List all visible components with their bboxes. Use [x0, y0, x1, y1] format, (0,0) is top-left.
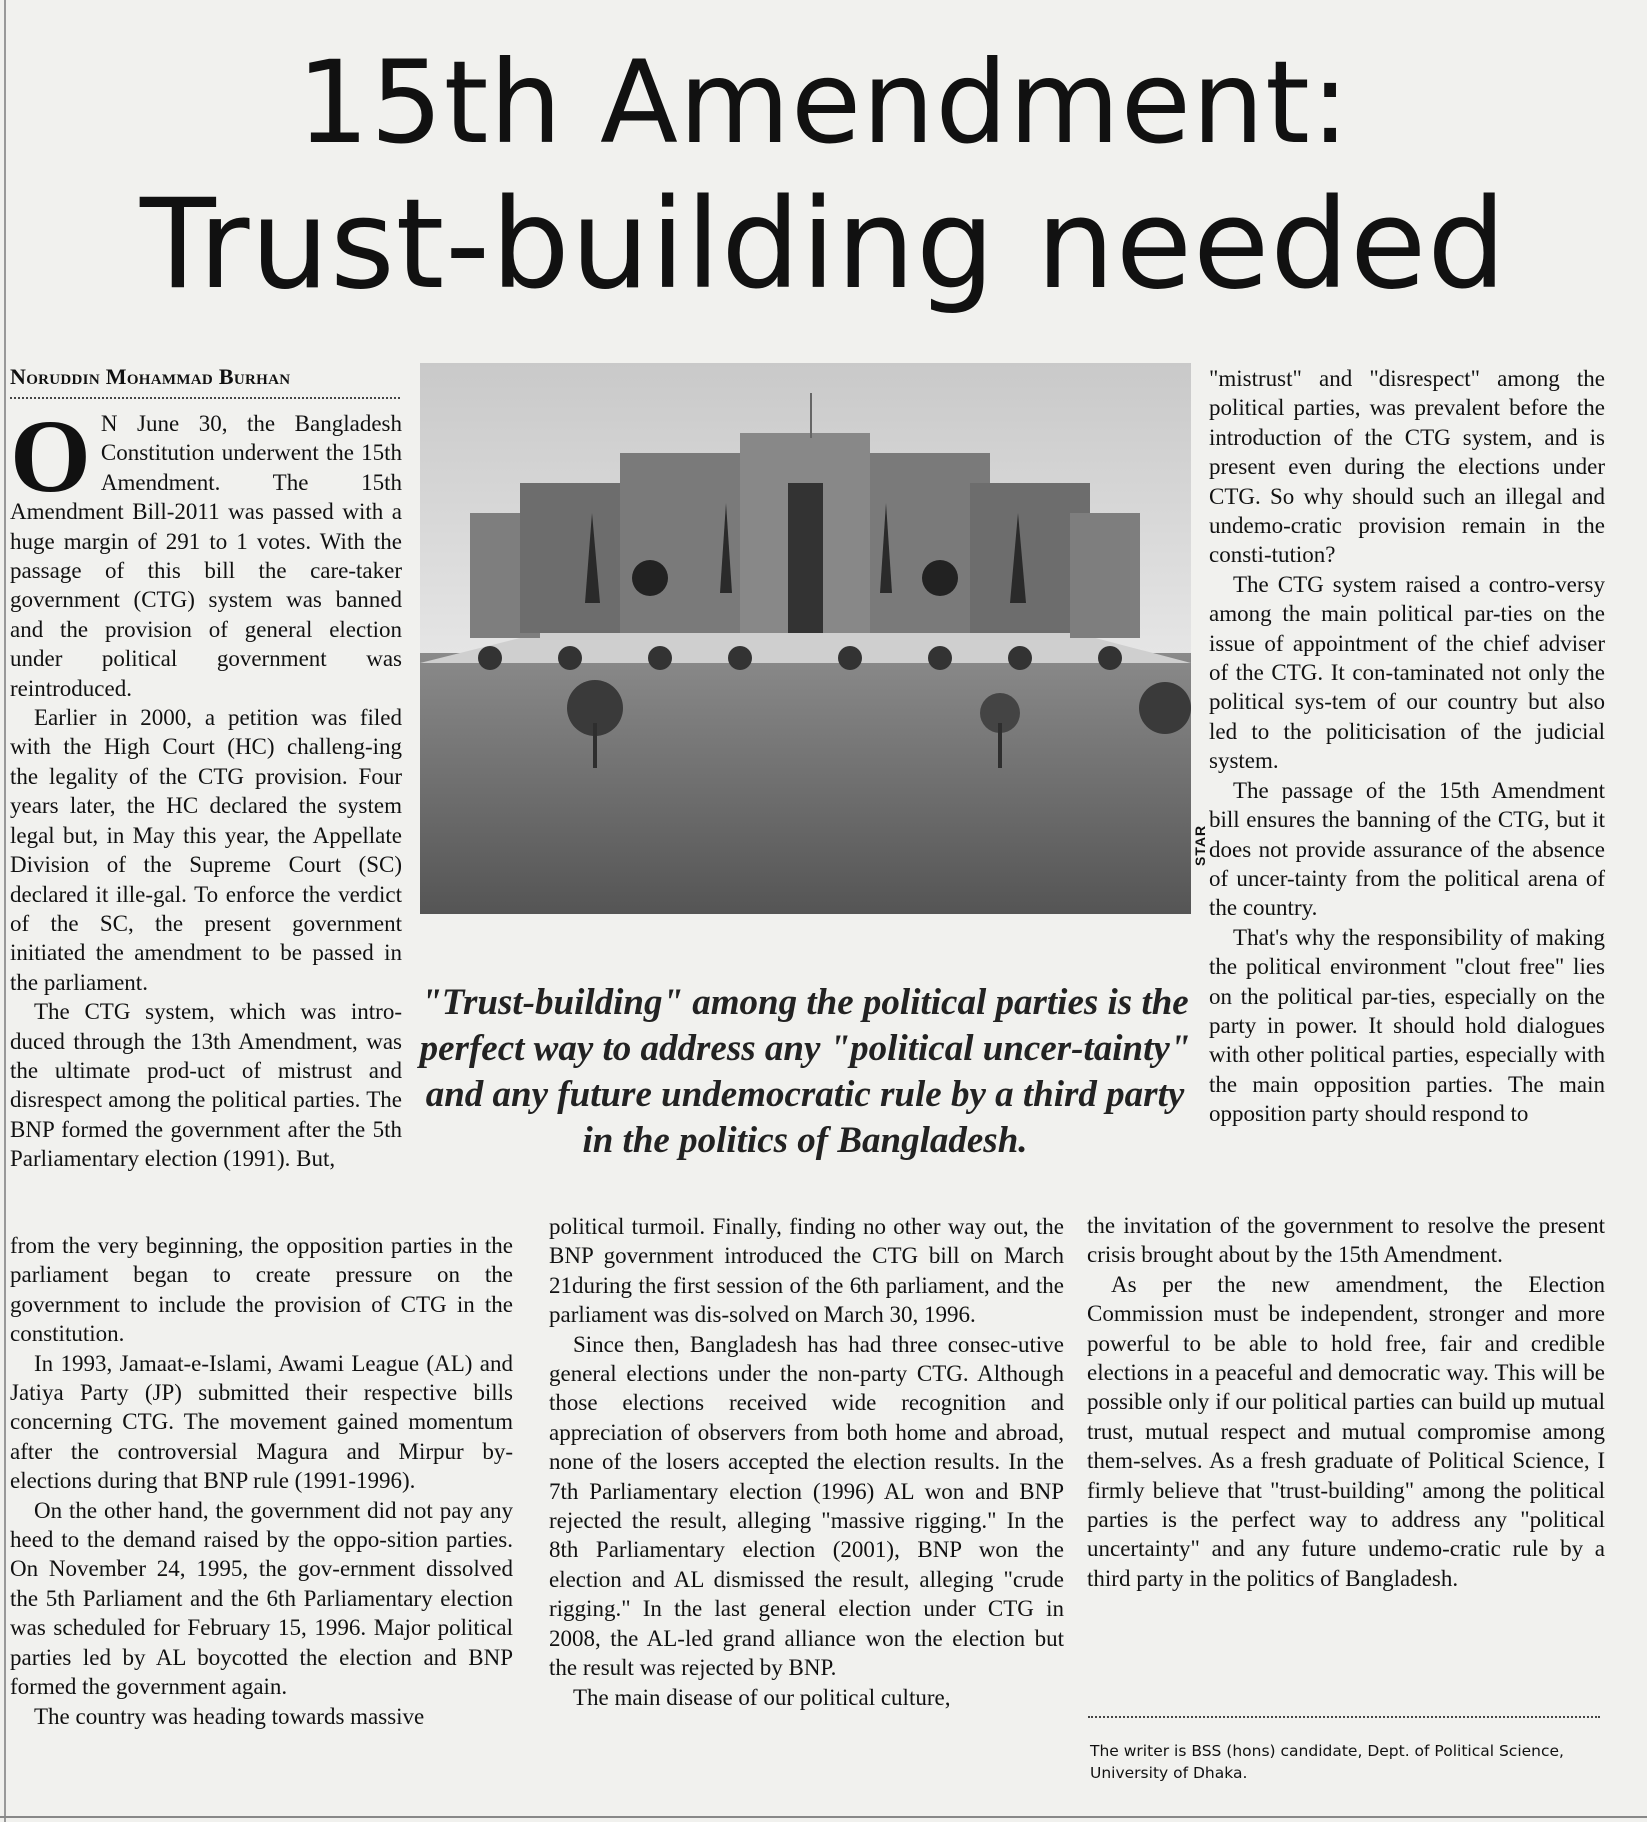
parliament-photo — [420, 363, 1191, 914]
paragraph-13: As per the new amendment, the Election Commission must be independent, stronger and more powerful to be able to hold free, fair and credible elections in a peaceful and democratic way. This will be possible only if our political parties can build up mutual trust, mutual respect and mutual compromise among them-selves. As a fresh graduate of Political Science, I firmly believe that "trust-building" among the political parties is the perfect way to address any "political uncertainty" and any future undemo-cratic rule by a third party in the politics of Bangladesh. — [1087, 1271, 1605, 1591]
paragraph-3-cont: from the very beginning, the opposition parties in the parliament began to create pressure on the government to include the provision of CTG in the constitution. — [10, 1233, 513, 1347]
paragraph-1: O N June 30, the Bangladesh Constitution underwent the 15th Amendment. The 15th Amendment Bill-2011 was passed with a huge margin of 291 to 1 votes. With the passage of this bill the care-taker government (CTG) system was banned and the provision of general election under political government was reintroduced. — [10, 399, 402, 701]
paragraph-12-cont: the invitation of the government to resolve the present crisis brought about by the 15th Amendment. — [1087, 1213, 1605, 1268]
paragraph-9: The main disease of our political culture, — [573, 1684, 951, 1710]
body-column-1-lower — [10, 1231, 513, 1731]
paragraph-3: The CTG system, which was intro-duced through the 13th Amendment, was the ultimate prod-uct of mistrust and disrespect among the political parties. The BNP formed the government after the 5th Parliamentary election (1991). But, — [10, 999, 402, 1172]
paragraph-2: Earlier in 2000, a petition was filed with the High Court (HC) challeng-ing the legality of the CTG provision. Four years later, the HC declared the system legal but, in May this year, the Appellate Division of the Supreme Court (SC) declared it ille-gal. To enforce the verdict of the SC, the present government initiated the amendment to be passed in the parliament. — [10, 705, 402, 995]
drop-cap: O — [10, 399, 91, 514]
author-note: The writer is BSS (hons) candidate, Dept. of Political Science, University of Dhaka. — [1090, 1742, 1564, 1782]
bottom-border-line — [0, 1816, 1647, 1818]
paragraph-7: political turmoil. Finally, finding no other way out, the BNP government introduced the CTG bill on March 21during the first session of the 6th parliament, and the parliament was dis-solved on March 30, 1996. — [549, 1214, 1064, 1328]
paragraph-9-cont: "mistrust" and "disrespect" among the political parties, was prevalent before the introduction of the CTG system, and is present even during the elections under CTG. So why should such an illegal and undemo-cratic provision remain in the consti-tution? — [1209, 366, 1605, 568]
pull-quote: "Trust-building" among the political parties is the perfect way to address any "political uncer-tainty" and any future undemocratic rule by a third party in the politics of Bangladesh. — [419, 982, 1191, 1161]
paragraph-11: The passage of the 15th Amendment bill ensures the banning of the CTG, but it does not provide assurance of the absence of uncer-tainty from the political arena of the country. — [1209, 777, 1605, 921]
signature-divider — [1088, 1716, 1600, 1718]
author-byline: Noruddin Mohammad Burhan — [10, 364, 291, 389]
body-column-3-lower — [1087, 1211, 1605, 1593]
body-column-3 — [1209, 364, 1605, 1129]
paragraph-10: The CTG system raised a contro-versy among the main political par-ties on the issue of appointment of the chief adviser of the CTG. It con-taminated not only the political sys-tem of our country but also led to the politicisation of the judicial system. — [1209, 571, 1605, 774]
headline-line-1: 15th Amendment: — [296, 36, 1351, 169]
body-column-2 — [549, 1212, 1064, 1712]
paragraph-12: That's why the responsibility of making the political environment "clout free" lies on the political par-ties, especially on the party in power. It should hold dialogues with other political parties, especially with the main opposition parties. The main opposition party should respond to — [1209, 924, 1605, 1127]
parliament-building-image — [420, 363, 1191, 914]
headline-line-2: Trust-building needed — [139, 173, 1508, 317]
paragraph-4: In 1993, Jamaat-e-Islami, Awami League (AL) and Jatiya Party (JP) submitted their respective bills concerning CTG. The movement gained momentum after the controversial Magura and Mirpur by-elections during that BNP rule (1991-1996). — [10, 1350, 513, 1494]
photo-credit: STAR — [1192, 824, 1208, 866]
paragraph-6: The country was heading towards massive — [34, 1703, 425, 1729]
paragraph-5: On the other hand, the government did not pay any heed to the demand raised by the oppo-sition parties. On November 24, 1995, the gov-ernment dissolved the 5th Parliament and the 6th Parliamentary election was scheduled for February 15, 1996. Major political parties led by AL boycotted the election and BNP formed the government again. — [10, 1497, 513, 1700]
body-column-1 — [10, 399, 402, 1174]
paragraph-8: Since then, Bangladesh has had three consec-utive general elections under the non-party CTG. Although those elections received wide recognition and appreciation of observers from both home and abroad, none of the losers accepted the election results. In the 7th Parliamentary election (1996) AL won and BNP rejected the result, alleging "massive rigging." In the 8th Parliamentary election (2001), BNP won the election and AL dismissed the result, alleging "crude rigging." In the last general election under CTG in 2008, the AL-led grand alliance won the election but the result was rejected by BNP. — [549, 1331, 1064, 1681]
